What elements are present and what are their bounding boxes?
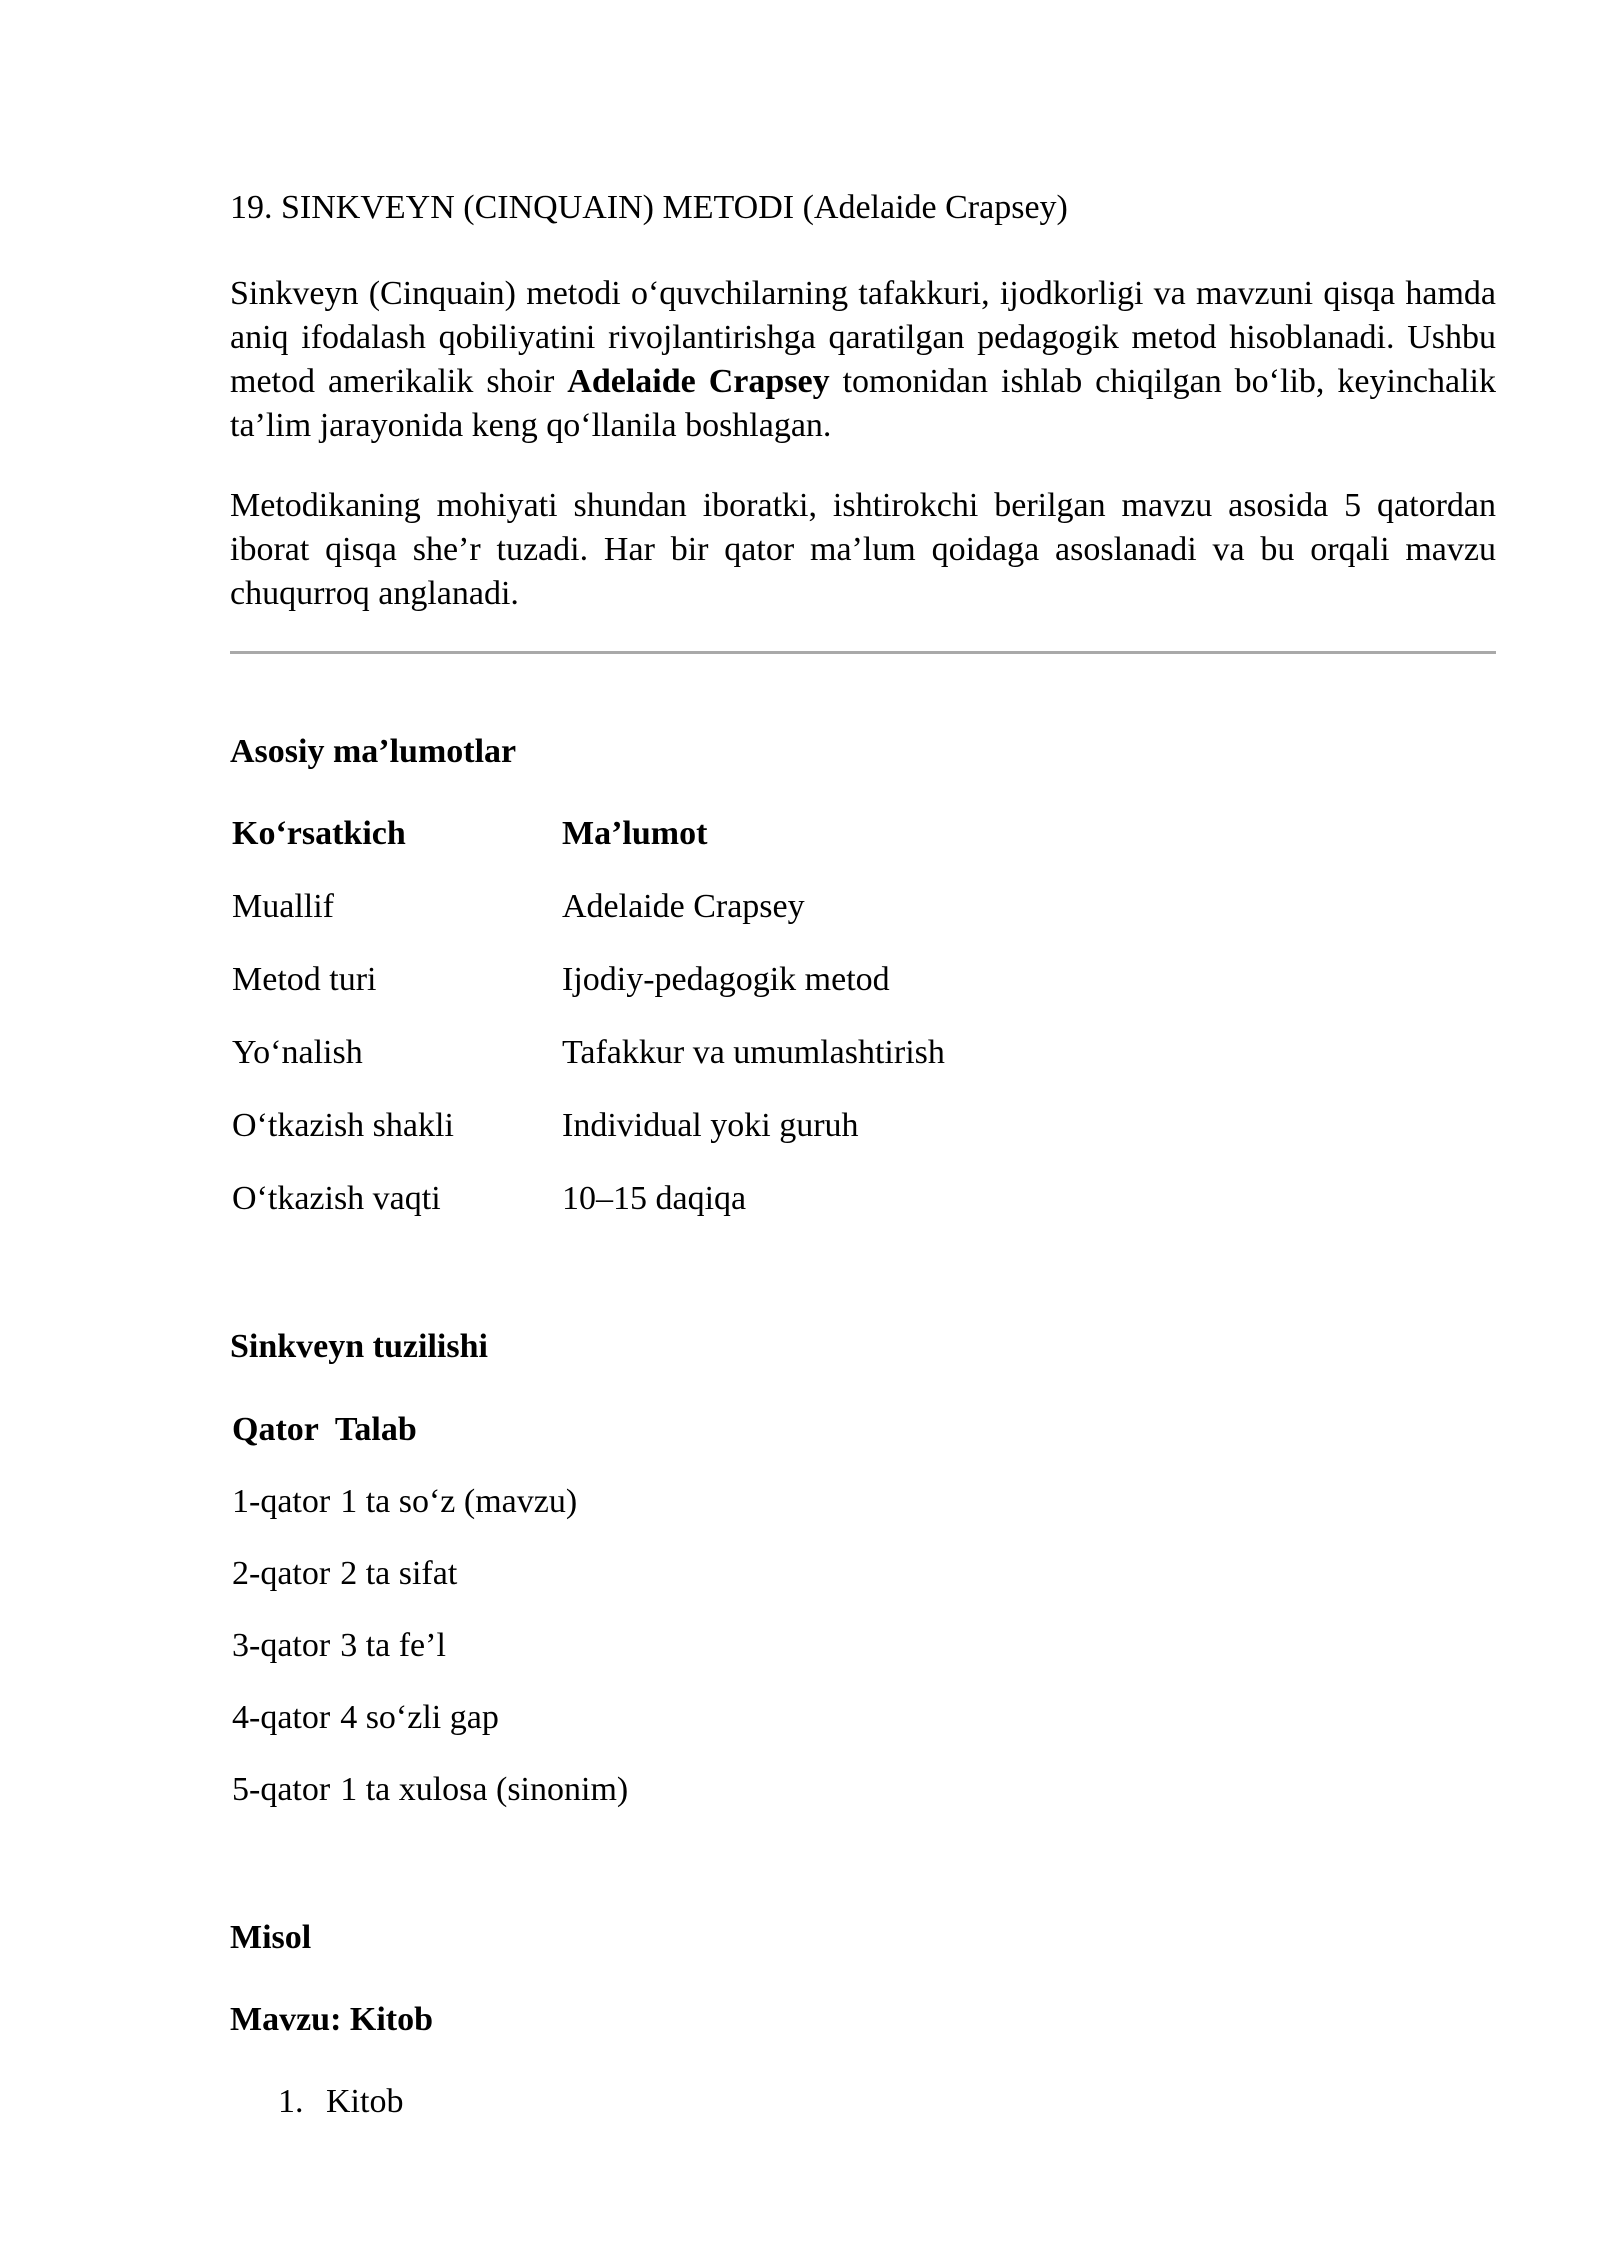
structure-table-header	[232, 1408, 1132, 1480]
structure-cell-row: 3-qator	[232, 1627, 331, 1664]
structure-col-header-requirement: Talab	[334, 1411, 417, 1448]
info-cell-value: Individual yoki guruh	[562, 1107, 859, 1144]
structure-cell-requirement: 1 ta xulosa (sinonim)	[340, 1771, 629, 1808]
structure-col-header-row: Qator	[232, 1411, 319, 1448]
structure-cell-requirement: 1 ta so‘z (mavzu)	[340, 1483, 578, 1520]
intro-p1-text-start: Sinkveyn (Cinquain) metodi o‘quvchilarning tafakkuri, ijodkorligi va mavzuni qisqa hamda aniq ifodalash qobiliyatini rivojlantirishga qaratilgan pedagogik metod hisoblanadi. Ushbu metod amerikalik shoir	[230, 275, 1496, 400]
document-title: 19. SINKVEYN (CINQUAIN) METODI (Adelaide Crapsey)	[230, 189, 1068, 226]
structure-cell-row: 1-qator	[232, 1483, 331, 1520]
table-row	[232, 958, 1132, 1031]
info-cell-value: Tafakkur va umumlashtirish	[562, 1034, 945, 1071]
table-row	[232, 1696, 1132, 1768]
intro-p1-text-end: tomonidan ishlab chiqilgan bo‘lib, keyinchalik ta’lim jarayonida keng qo‘llanila boshlagan.	[230, 363, 1496, 444]
info-cell-key: Metod turi	[232, 961, 377, 998]
list-item-text: Kitob	[326, 2083, 404, 2120]
info-cell-key: O‘tkazish shakli	[232, 1107, 454, 1144]
structure-cell-row: 5-qator	[232, 1771, 331, 1808]
structure-section-heading: Sinkveyn tuzilishi	[230, 1328, 488, 1365]
info-col-header-info: Ma’lumot	[562, 815, 708, 852]
info-cell-value: Ijodiy-pedagogik metod	[562, 961, 890, 998]
structure-cell-requirement: 4 so‘zli gap	[340, 1699, 499, 1736]
info-cell-key: O‘tkazish vaqti	[232, 1180, 441, 1217]
intro-paragraph-2: Metodikaning mohiyati shundan iboratki, ishtirokchi berilgan mavzu asosida 5 qatordan iborat qisqa she’r tuzadi. Har bir qator ma’lum qoidaga asoslanadi va bu orqali mavzu chuqurroq anglanadi.	[230, 487, 1496, 612]
table-row	[232, 1177, 1132, 1250]
horizontal-divider	[230, 651, 1496, 654]
intro-paragraph-1	[230, 272, 1496, 448]
structure-cell-requirement: 2 ta sifat	[340, 1555, 458, 1592]
structure-cell-row: 4-qator	[232, 1699, 331, 1736]
table-row	[232, 1624, 1132, 1696]
info-table-header	[232, 812, 1132, 885]
author-name-bold: Adelaide Crapsey	[567, 363, 830, 400]
example-topic: Mavzu: Kitob	[230, 2001, 434, 2038]
info-cell-value: 10–15 daqiqa	[562, 1180, 747, 1217]
table-row	[232, 1552, 1132, 1624]
example-list	[278, 2080, 403, 2124]
info-section-heading: Asosiy ma’lumotlar	[230, 733, 517, 770]
list-item-number: 1.	[278, 2083, 304, 2120]
structure-cell-row: 2-qator	[232, 1555, 331, 1592]
info-col-header-indicator: Ko‘rsatkich	[232, 815, 406, 852]
info-cell-key: Muallif	[232, 888, 334, 925]
info-cell-value: Adelaide Crapsey	[562, 888, 805, 925]
info-table	[232, 812, 1132, 1250]
list-item	[278, 2080, 403, 2124]
structure-table	[232, 1408, 1132, 1840]
table-row	[232, 1768, 1132, 1840]
table-row	[232, 1104, 1132, 1177]
example-section-heading: Misol	[230, 1919, 312, 1956]
info-cell-key: Yo‘nalish	[232, 1034, 363, 1071]
table-row	[232, 1031, 1132, 1104]
structure-cell-requirement: 3 ta fe’l	[340, 1627, 446, 1664]
table-row	[232, 885, 1132, 958]
table-row	[232, 1480, 1132, 1552]
